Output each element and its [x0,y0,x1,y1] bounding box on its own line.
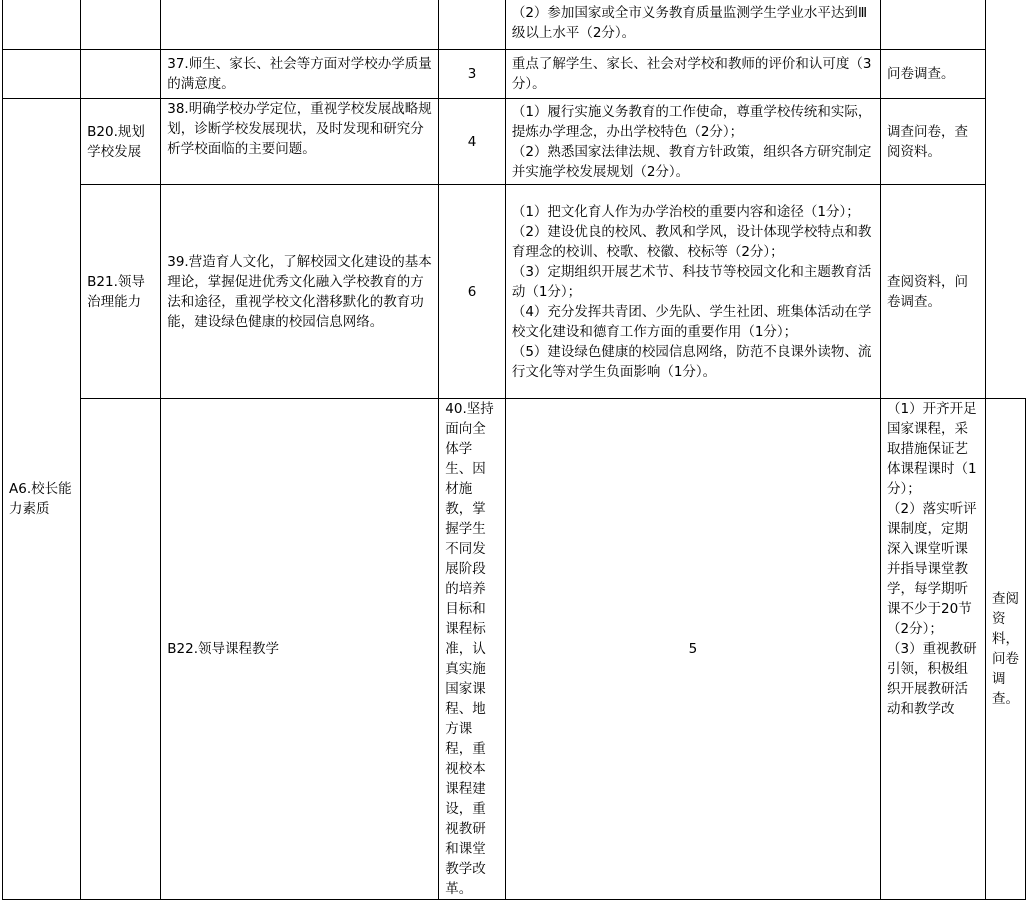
standard-item: （2）参加国家或全市义务教育质量监测学生学业水平达到Ⅲ级以上水平（2分）。 [511,5,868,41]
score-cell: 5 [505,399,880,900]
standard-item: （1）把文化育人作为办学治校的重要内容和途径（1分）； [511,203,860,220]
evaluation-table [2,0,1026,900]
standards-cell [505,50,880,99]
b20-category-cell: B20.规划学校发展 [81,99,161,185]
table-row [3,399,1026,900]
score-cell: 6 [439,185,506,399]
a6-category-cell: A6.校长能力素质 [3,99,81,900]
standards-cell [505,185,880,399]
a-category-cell-empty [3,50,81,99]
a-category-cell-empty [3,0,81,50]
standard-item: （3）定期组织开展艺术节、科技节等校园文化和主题教育活动（1分）； [511,263,872,300]
standards-cell [881,399,986,900]
standard-item: （3）重视教研引领，积极组织开展教研活动和教学改 [887,641,977,717]
criterion-cell: 40.坚持面向全体学生、因材施教，掌握学生不同发展阶段的培养目标和课程标准，认真实施国家课程、地方课程，重视校本课程建设，重视教研和课堂教学改革。 [439,399,506,900]
method-cell: 问卷调查。 [881,50,986,99]
a-category-cell-empty [81,399,161,900]
standard-item: （1）开齐开足国家课程，采取措施保证艺体课程课时（1分）； [887,401,977,497]
criterion-cell: 39.营造育人文化，了解校园文化建设的基本理论，掌握促进优秀文化融入学校教育的方法和途径，重视学校文化潜移默化的教育功能，建设绿色健康的校园信息网络。 [161,185,439,399]
standard-item: （1）履行实施义务教育的工作使命，尊重学校传统和实际，提炼办学理念，办出学校特色（2分）； [511,103,872,140]
method-cell: 查阅资料，问卷调查。 [986,399,1026,900]
method-cell [881,0,986,50]
score-cell [439,0,506,50]
standard-item: （5）建设绿色健康的校园信息网络，防范不良课外读物、流行文化等对学生负面影响（1分）。 [511,343,872,380]
standard-item: （2）落实听评课制度，定期深入课堂听课并指导课堂教学，每学期听课不少于20节（2分）； [887,501,977,637]
standard-item: 重点了解学生、家长、社会对学校和教师的评价和认可度（3分）。 [511,56,872,92]
standard-item: （2）建设优良的校风、教风和学风，设计体现学校特点和教育理念的校训、校歌、校徽、校标等（2分）； [511,223,872,260]
table-row [3,99,1026,185]
score-cell: 3 [439,50,506,99]
standards-cell [505,0,880,50]
criterion-cell: 37.师生、家长、社会等方面对学校办学质量的满意度。 [161,50,439,99]
criterion-cell: 38.明确学校办学定位，重视学校发展战略规划，诊断学校发展现状，及时发现和研究分析学校面临的主要问题。 [161,99,439,185]
score-cell: 4 [439,99,506,185]
standard-item: （4）充分发挥共青团、少先队、学生社团、班集体活动在学校文化建设和德育工作方面的重要作用（1分）； [511,303,872,340]
criterion-cell [161,0,439,50]
method-cell: 调查问卷，查阅资料。 [881,99,986,185]
b22-category-cell: B22.领导课程教学 [161,399,439,900]
table-row [3,50,1026,99]
table-row [3,0,1026,50]
standards-cell [505,99,880,185]
method-cell: 查阅资料，问卷调查。 [881,185,986,399]
b21-category-cell: B21.领导治理能力 [81,185,161,399]
standard-item: （2）熟悉国家法律法规、教育方针政策，组织各方研究制定并实施学校发展规划（2分）。 [511,143,872,180]
b-category-cell-empty [81,50,161,99]
b-category-cell-empty [81,0,161,50]
table-row [3,185,1026,399]
